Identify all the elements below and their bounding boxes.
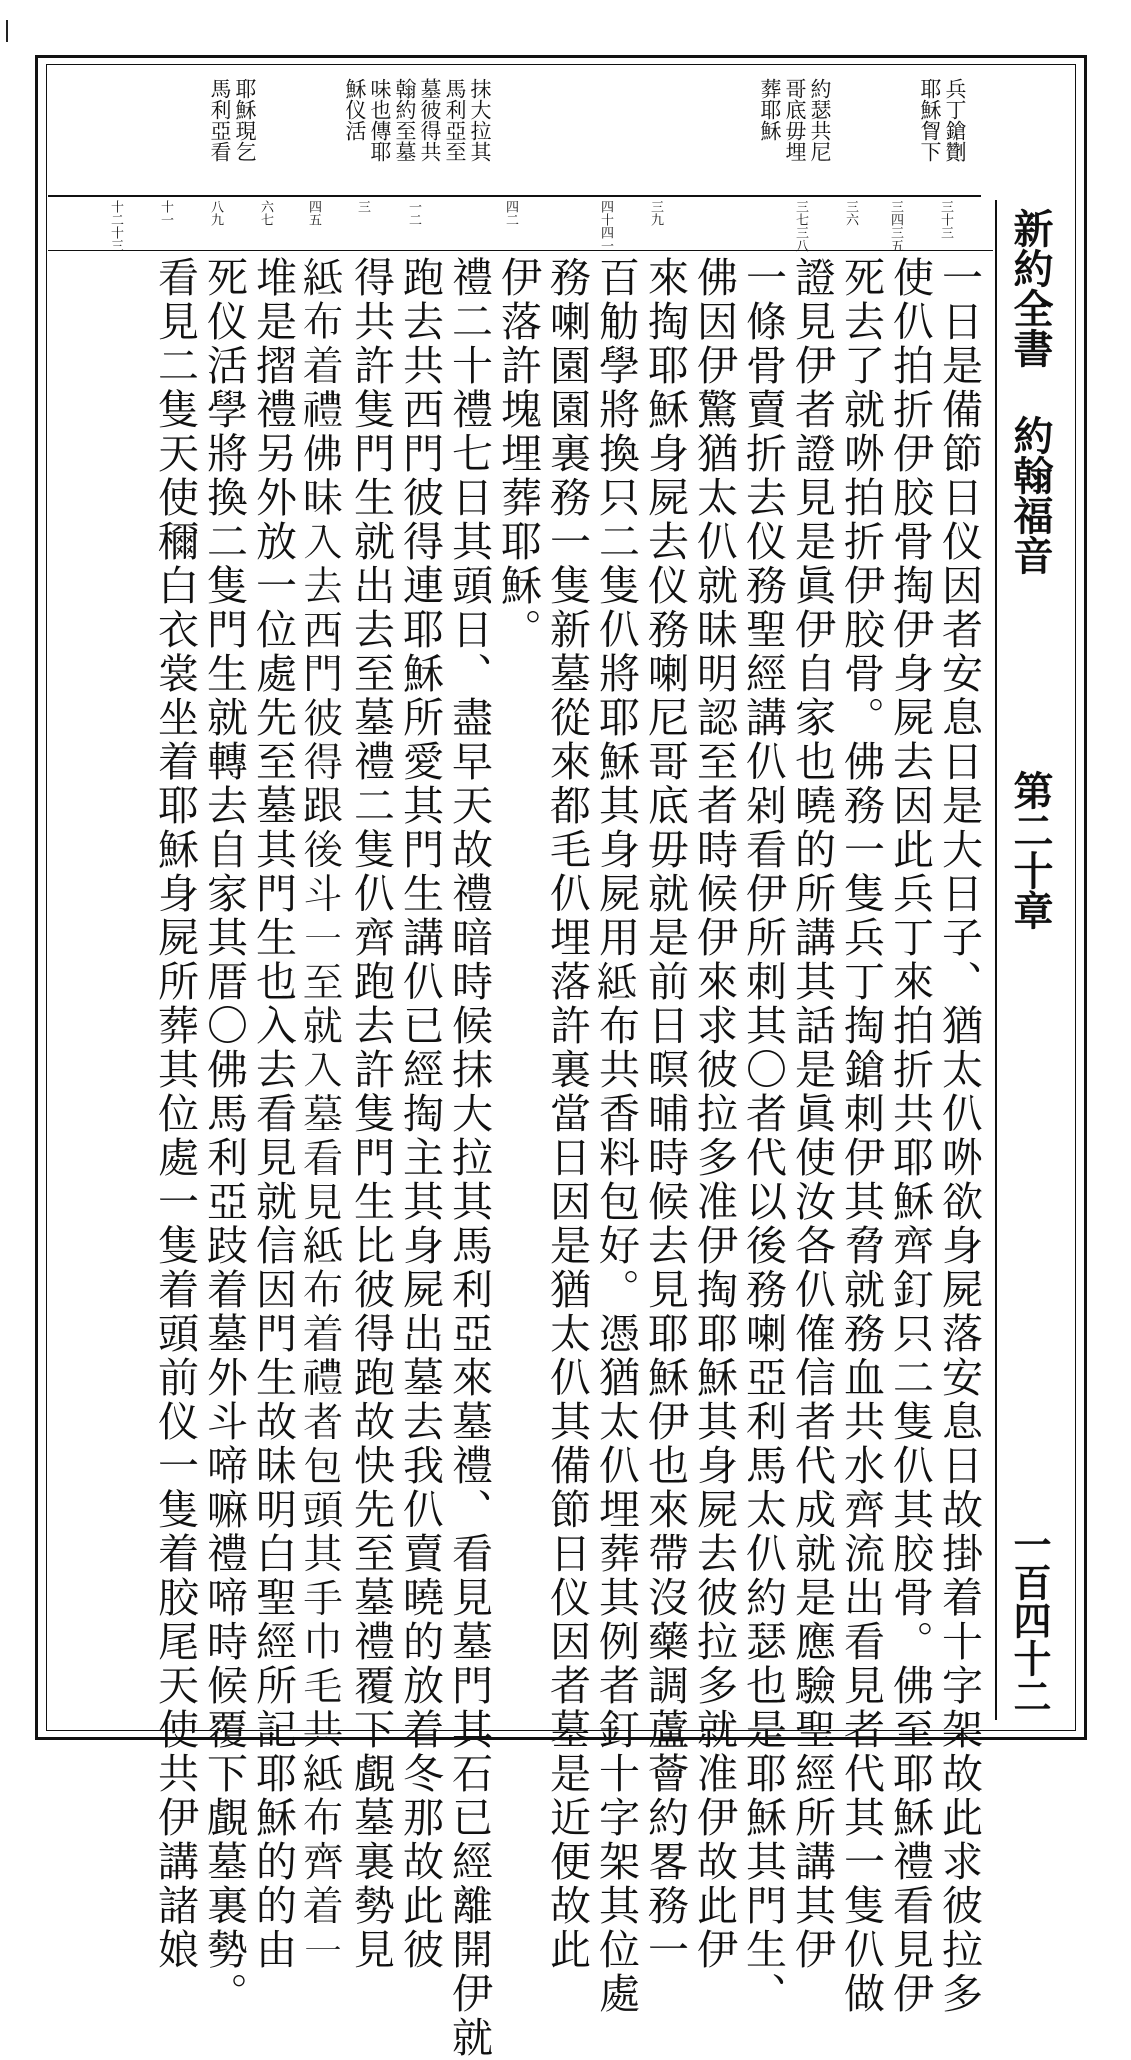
verse-number-strip [48, 198, 993, 251]
header-name: 耶穌現乞 [233, 78, 257, 162]
header-name: 馬利亞至 [443, 78, 467, 162]
verse-number: 三六 [843, 200, 858, 226]
verse-number: 十二十三 [108, 200, 123, 252]
header-name: 翰約至墓 [393, 78, 417, 162]
header-name: 哥底毋埋 [783, 78, 807, 162]
text-column: 禮二十禮七日其頭日、盡早天故禮暗時候抹大拉其馬利亞來墓禮、看見墓門其石已經離開伊就 [445, 256, 493, 2060]
text-column: 證見伊者證見是眞伊自家也曉的所講其話是眞使汝各仈傕信者代成就是應驗聖經所講其伊 [788, 256, 836, 1972]
header-name: 穌仪活 [343, 78, 367, 141]
verse-number: 一二 [406, 200, 421, 226]
verse-number: 四五 [306, 200, 321, 226]
header-name: 馬利亞看 [208, 78, 232, 162]
header-name: 約瑟共尼 [808, 78, 832, 162]
margin-mark [3, 20, 11, 42]
verse-number: 三九 [648, 200, 663, 226]
text-column: 伊落許塊埋葬耶穌。 [494, 256, 542, 652]
text-column: 得共許隻門生就出去至墓禮二隻仈齊跑去許隻門生比彼得跑故快先至墓禮覆下覰墓裏勢見 [347, 256, 395, 1972]
header-name: 葬耶穌 [758, 78, 782, 141]
verse-number: 三四三五 [888, 200, 903, 252]
verse-number: 四二 [503, 200, 518, 226]
header-name: 兵丁鎗劗 [943, 78, 967, 162]
gospel-title: 約翰福音 [1007, 415, 1054, 575]
text-column: 務喇園園裏務一隻新墓從來都毛仈埋落許裏當日因是猶太仈其備節日仪因者墓是近便故此 [543, 256, 591, 1972]
text-column: 百觔學將換只二隻仈將耶穌其身屍用𥿄布共香料包好。憑猶太仈埋葬其例者釘十字架其位處 [592, 256, 640, 2016]
header-names-band [48, 70, 981, 197]
title-separator [995, 200, 997, 1720]
chapter-title: 第二十章 [1007, 770, 1054, 930]
verse-number: 十一 [158, 200, 173, 226]
verse-number: 三七三八 [793, 200, 808, 252]
header-name: 抹大拉其 [468, 78, 492, 162]
page-number: 一百四十二 [1007, 1525, 1052, 1715]
text-column: 死去了就𠰻拍折伊胶骨。佛務一隻兵丁掏鎗刺伊其脅就務血共水齊流出看見者代其一隻仈做 [837, 256, 885, 2016]
text-column: 來掏耶穌身屍去仪務喇尼哥底毋就是前日暝晡時候去見耶穌伊也來帶沒藥調蘆薈約畧務一 [641, 256, 689, 1972]
verse-number: 三 [355, 200, 370, 213]
header-name: 味也傳耶 [368, 78, 392, 162]
text-column: 𥿄布着禮佛昧入去西門彼得跟後斗一至就入墓看見𥿄布着禮者包頭其手巾毛共𥿄布齊着一 [298, 256, 346, 1972]
verse-number: 四十四一 [598, 200, 613, 252]
verse-number: 八九 [208, 200, 223, 226]
running-title-column [995, 200, 1073, 1720]
text-column: 使仈拍折伊胶骨掏伊身屍去因此兵丁來拍折共耶穌齊釘只二隻仈其胶骨。佛至耶穌禮看見伊 [886, 256, 934, 2016]
text-column: 死仪活學將換二隻門生就轉去自家其厝〇佛馬利亞跂着墓外斗啼嘛禮啼時候覆下覰墓裏勢。 [200, 256, 248, 2016]
text-column: 一條骨賣折去仪務聖經講仈剁看伊所刺其〇者代以後務喇亞利馬太仈約瑟也是耶穌其門生、 [739, 256, 787, 2016]
book-title: 新約全書 [1007, 208, 1054, 368]
text-column: 看見二隻天使穪白衣裳坐着耶穌身屍所葬其位處一隻着頭前仪一隻着胶尾天使共伊講諸娘 [151, 256, 199, 1972]
text-column: 跑去共西門彼得連耶穌所愛其門生講仈已經掏主其身屍出墓去我仈賣曉的放着冬那故此彼 [396, 256, 444, 1972]
header-name: 耶穌胷下 [918, 78, 942, 162]
text-column: 佛因伊驚猶太仈就昧明認至者時候伊來求彼拉多准伊掏耶穌其身屍去彼拉多就准伊故此伊 [690, 256, 738, 1972]
text-column: 堆是摺禮另外放一位處先至墓其門生也入去看見就信因門生故昧明白聖經所記耶穌的的由 [249, 256, 297, 1972]
verse-number: 三十三 [938, 200, 953, 239]
scripture-text [48, 256, 993, 2060]
text-column: 一日是備節日仪因者安息日是大日子、猶太仈𠰻欲身屍落安息日故掛着十字架故此求彼拉多 [935, 256, 983, 2016]
header-name: 墓彼得共 [418, 78, 442, 162]
verse-number: 六七 [258, 200, 273, 226]
